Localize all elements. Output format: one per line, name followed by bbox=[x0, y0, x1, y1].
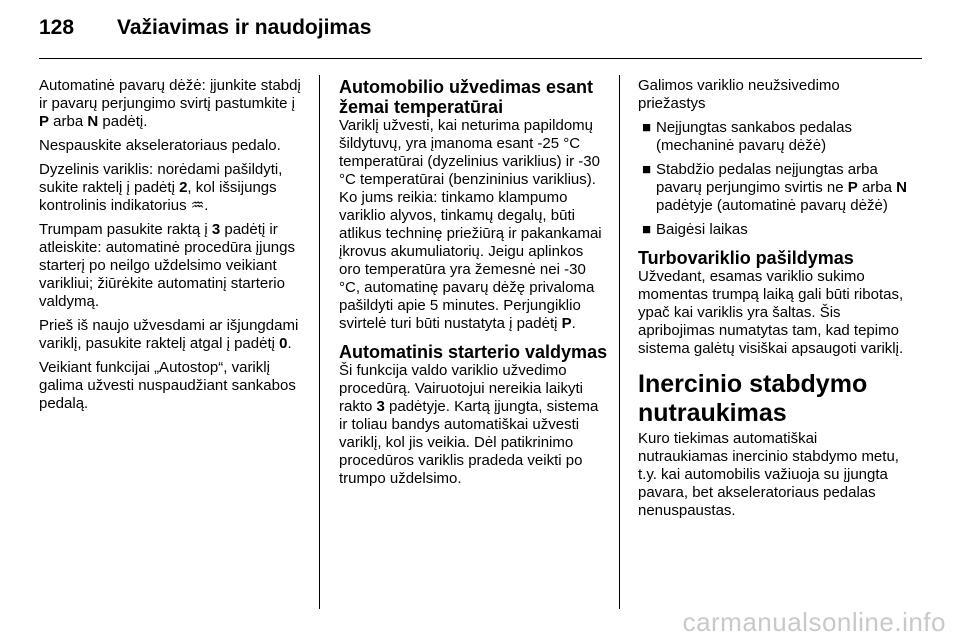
causes-list bbox=[638, 119, 910, 239]
glow-plug-icon: ♒ bbox=[190, 197, 205, 214]
page-title: Važiavimas ir naudojimas bbox=[117, 16, 372, 39]
paragraph: Prieš iš naujo užvesdami ar išjungdami variklį, pasukite raktelį atgal į padėtį 0. bbox=[39, 317, 299, 352]
paragraph: Trumpam pasukite raktą į 3 padėtį ir atleiskite: automatinė procedūra įjungs starterį po neilgo uždelsimo veikiant varikliui; žiūrėkite automatinį starterio valdymą. bbox=[39, 221, 295, 310]
paragraph: Užvedant, esamas variklio sukimo momentas trumpą laiką gali būti ribotas, ypač kai variklis yra šaltas. Šis apribojimas numatytas tam, kad tepimo sistema galėtų visiškai apsaugoti variklį. bbox=[638, 268, 904, 357]
section-heading: Turbovariklio pašildymas bbox=[638, 248, 854, 268]
paragraph: Ši funkcija valdo variklio užvedimo procedūrą. Vairuotojui nereikia laikyti rakto 3 padėtyje. Kartą įjungta, sistema ir toliau bandys automatiškai užvesti variklį, kol jis veikia. Dėl patikrinimo procedūros variklis pradeda veikti po trumpo uždelsimo. bbox=[339, 362, 599, 487]
bullet-icon: ■ bbox=[642, 161, 652, 178]
bullet-icon: ■ bbox=[642, 221, 652, 238]
section-heading: Automatinis starterio valdymas bbox=[339, 342, 608, 362]
paragraph: Kuro tiekimas automatiškai nutraukiamas inercinio stabdymo metu, t.y. kai automobilis važiuoja su įjungta pavara, bet akseleratoriaus pedalas nenuspaustas. bbox=[638, 430, 899, 519]
paragraph: Galimos variklio neužsivedimo priežastys bbox=[638, 77, 840, 112]
page-number: 128 bbox=[39, 16, 75, 39]
column-divider bbox=[619, 75, 620, 609]
paragraph: Nespauskite akseleratoriaus pedalo. bbox=[39, 137, 281, 154]
column-middle bbox=[339, 77, 609, 494]
list-item: ■ Stabdžio pedalas neįjungtas arba pavarų perjungimo svirtis ne P arba N padėtyje (automatinė pavarų dėžė) bbox=[642, 161, 907, 214]
page-header bbox=[39, 16, 371, 40]
column-left bbox=[39, 77, 309, 419]
chapter-heading: Inercinio stabdymo nutraukimas bbox=[638, 370, 868, 427]
paragraph: Variklį užvesti, kai neturima papildomų šildytuvų, yra įmanoma esant -25 °C temperatūrai (dyzelinius variklius) ir -30 °C temperatūrai (benzininius variklius). Ko jums reikia: tinkamo klampumo variklio alyvos, tinkamų degalų, būti atlikus techninę priežiūrą ir pakankamai įkrovus akumuliatorių. Jeigu aplinkos oro temperatūra yra žemesnė nei -30 °C, automatinę pavarų dėžę privaloma pašildyti apie 5 minutes. Perjungiklio svirtelė turi būti nustatyta į padėtį P. bbox=[339, 117, 602, 332]
watermark: carmanualsonline.info bbox=[682, 607, 946, 637]
bullet-icon: ■ bbox=[642, 119, 652, 136]
paragraph: Veikiant funkcijai „Autostop“, variklį galima užvesti nuspaudžiant sankabos pedalą. bbox=[39, 359, 296, 412]
column-divider bbox=[319, 75, 320, 609]
paragraph: Automatinė pavarų dėžė: įjunkite stabdį ir pavarų perjungimo svirtį pastumkite į P arba N padėtį. bbox=[39, 77, 301, 130]
list-item: ■ Neįjungtas sankabos pedalas (mechaninė pavarų dėžė) bbox=[642, 119, 852, 154]
column-right bbox=[638, 77, 910, 526]
section-heading: Automobilio užvedimas esant žemai temperatūrai bbox=[339, 77, 594, 117]
paragraph: Dyzelinis variklis: norėdami pašildyti, sukite raktelį į padėtį 2, kol išsijungs kontrolinis indikatorius ♒. bbox=[39, 161, 283, 214]
header-rule bbox=[39, 58, 922, 59]
list-item: ■ Baigėsi laikas bbox=[642, 221, 748, 238]
